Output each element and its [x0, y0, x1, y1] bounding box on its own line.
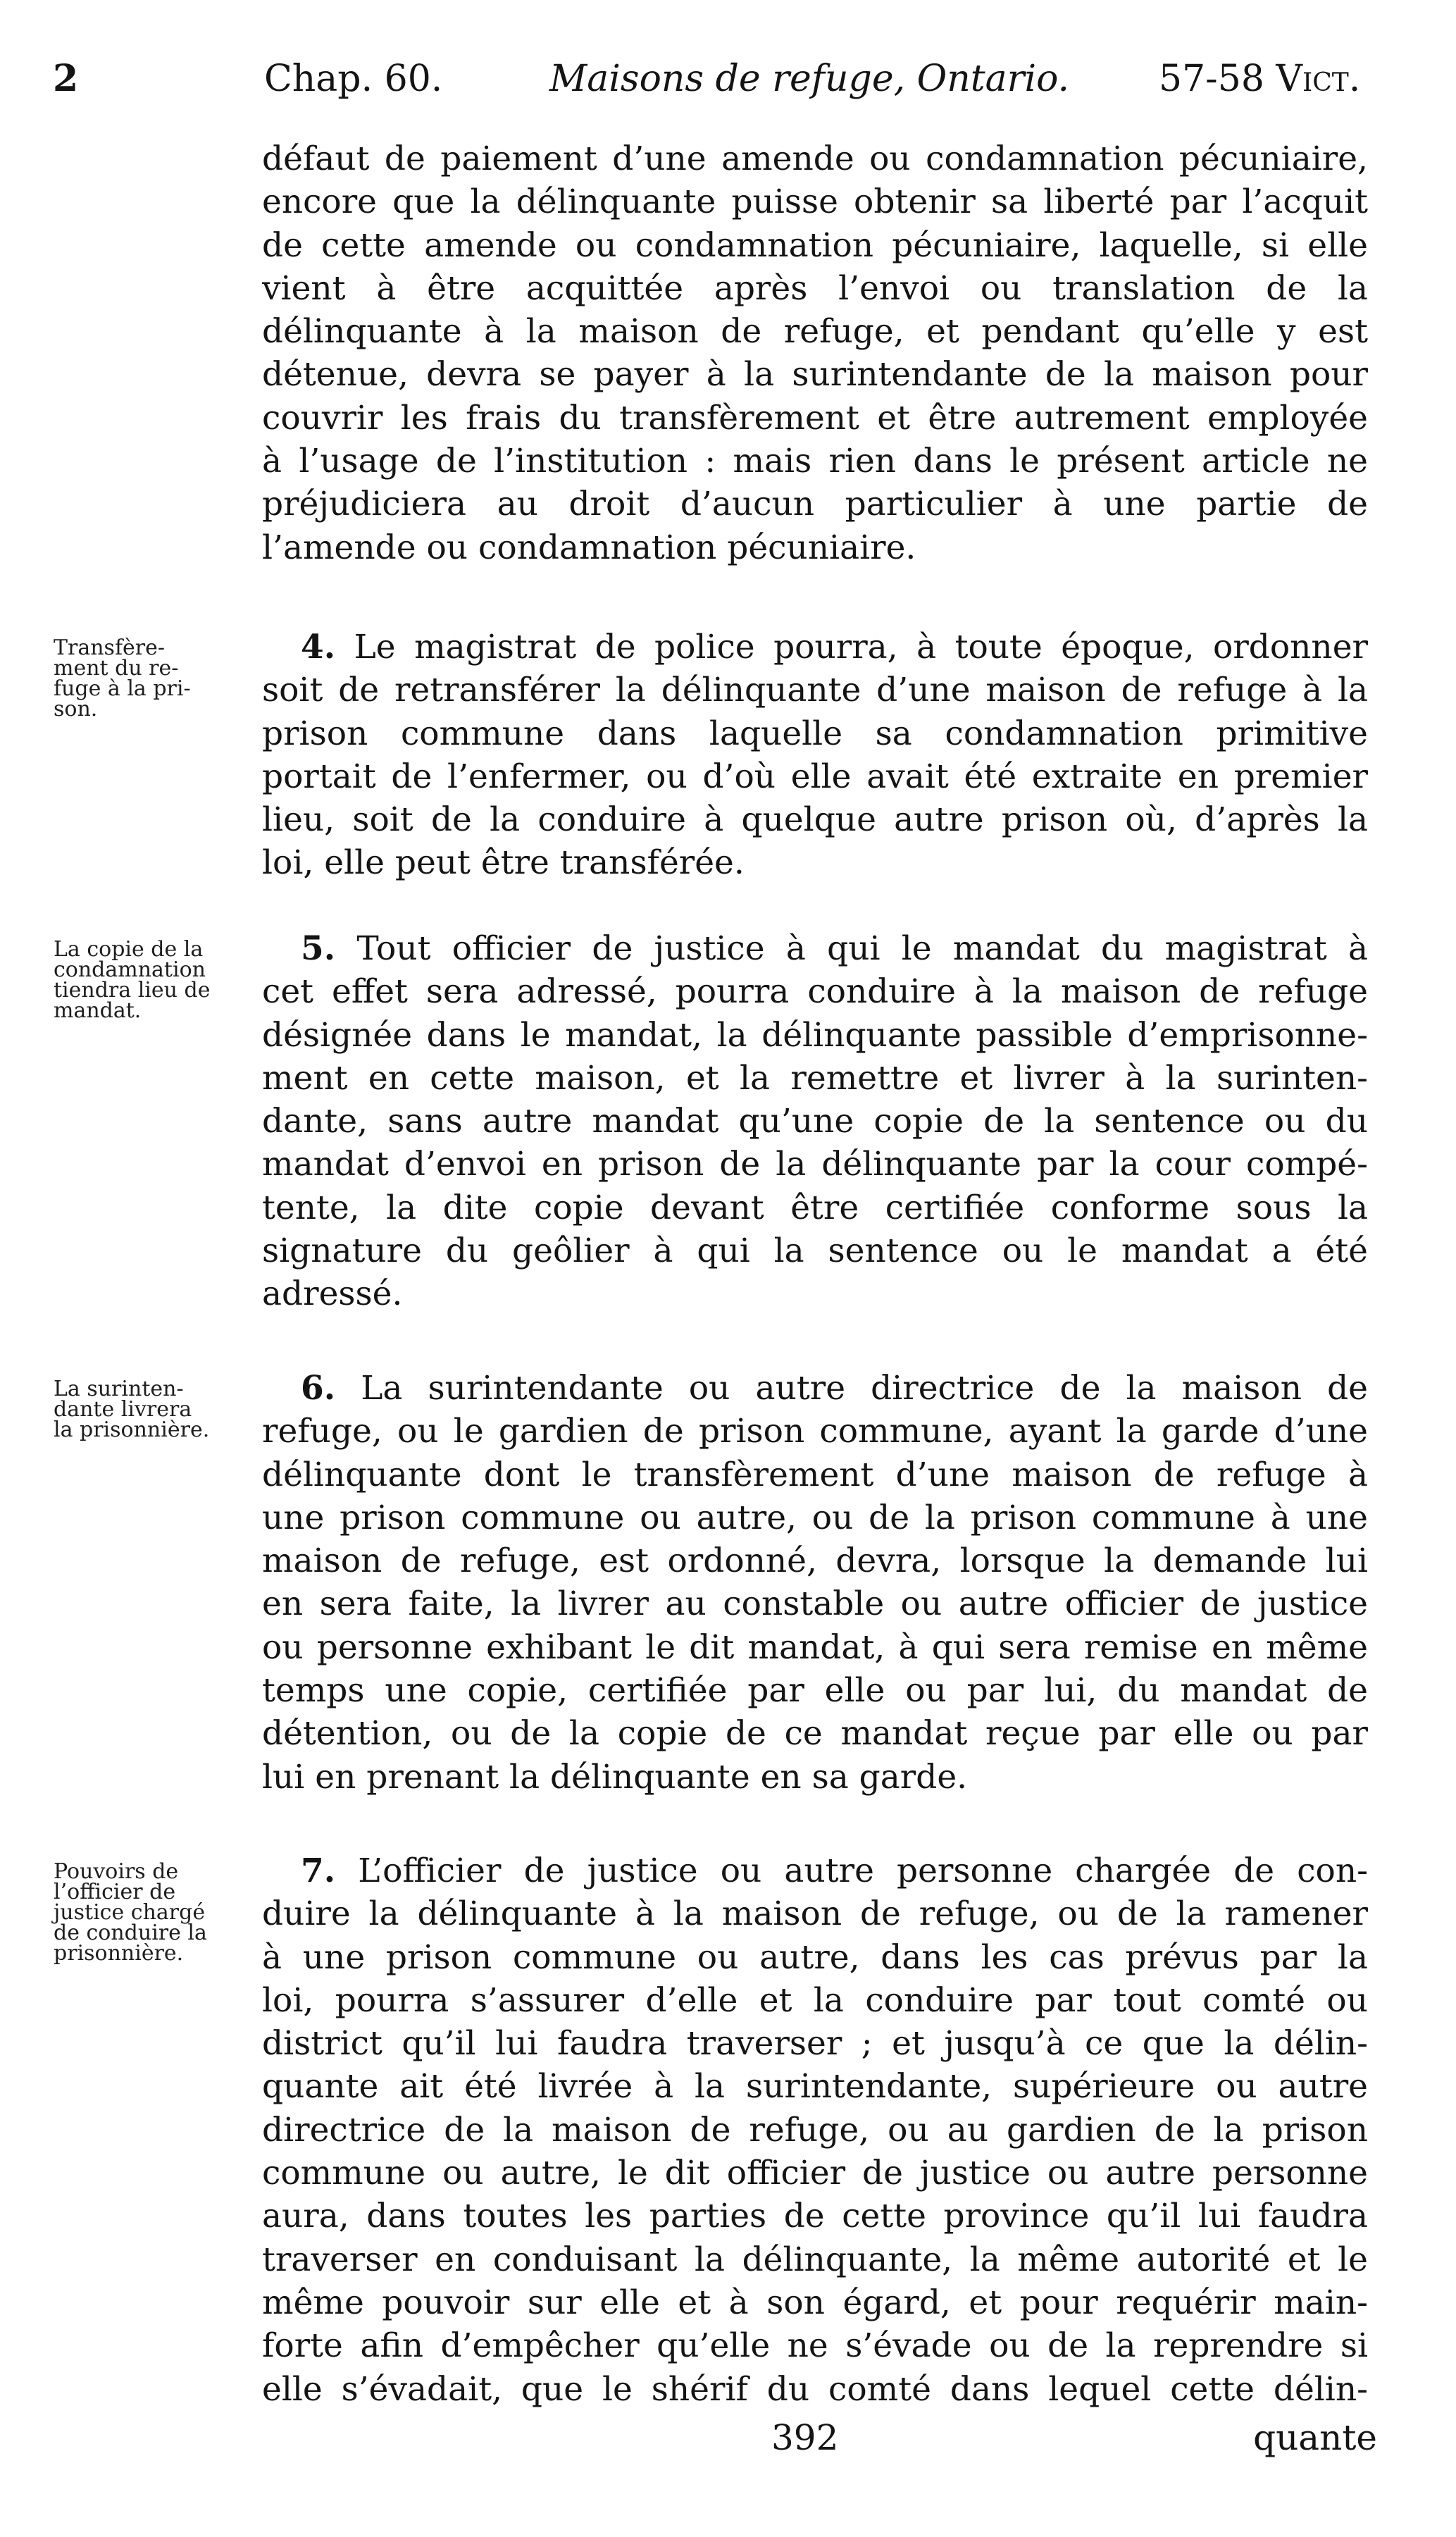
text-line: aura, dans toutes les parties de cette province qu’il lui faudra [262, 2197, 1368, 2236]
text-line: quante ait été livrée à la surintendante, supérieure ou autre [262, 2067, 1368, 2107]
text-line: maison de refuge, est ordonné, devra, lorsque la demande lui [262, 1542, 1368, 1581]
margin-note-section-6: La surinten- dante livrera la prisonnière. [54, 1377, 210, 1442]
text-line: détention, ou de la copie de ce mandat reçue par elle ou par [262, 1714, 1368, 1754]
text-line: signature du geôlier à qui la sentence ou le mandat a été [262, 1232, 1368, 1271]
text-line: même pouvoir sur elle et à son égard, et pour requérir main- [262, 2283, 1368, 2322]
text-line: elle s’évadait, que le shérif du comté dans lequel cette délin- [262, 2369, 1368, 2409]
text-line: ment en cette maison, et la remettre et livrer à la surinten- [262, 1058, 1368, 1098]
text-line: cet effet sera adressé, pourra conduire à la maison de refuge [262, 972, 1368, 1012]
text-line: désignée dans le mandat, la délinquante passible d’emprisonne- [262, 1015, 1368, 1055]
text-line: portait de l’enfermer, ou d’où elle avait été extraite en premier [262, 757, 1368, 796]
chapter-label: Chap. 60. [264, 58, 443, 100]
text-line: encore que la délinquante puisse obtenir sa liberté par l’acquit [262, 182, 1368, 222]
text-line: loi, pourra s’assurer d’elle et la conduire par tout comté ou [262, 1980, 1368, 2020]
running-title: Maisons de refuge, Ontario. [549, 58, 1070, 100]
folio-number: 392 [771, 2417, 839, 2458]
intro-paragraph [262, 137, 1368, 569]
margin-note-section-5: La copie de la condamnation tiendra lieu de mandat. [54, 937, 211, 1023]
text-line: 6. La surintendante ou autre directrice de la maison de [301, 1369, 1368, 1408]
text-line: refuge, ou le gardien de prison commune, ayant la garde d’une [262, 1412, 1368, 1451]
text-line: en sera faite, la livrer au constable ou autre officier de justice [262, 1584, 1368, 1624]
text-line: détenue, devra se payer à la surintendante de la maison pour [262, 355, 1368, 395]
text-line: forte afin d’empêcher qu’elle ne s’évade ou de la reprendre si [262, 2326, 1368, 2366]
margin-note-section-7: Pouvoirs de l’officier de justice chargé de conduire la prisonnière. [54, 1859, 207, 1966]
text-line: couvrir les frais du transfèrement et être autrement employée [262, 398, 1368, 438]
text-line: prison commune dans laquelle sa condamnation primitive [262, 714, 1368, 753]
page-footer [53, 2413, 1377, 2462]
text-line: délinquante à la maison de refuge, et pendant qu’elle y est [262, 312, 1368, 352]
text-line: temps une copie, certifiée par elle ou par lui, du mandat de [262, 1671, 1368, 1711]
text-line: adressé. [262, 1274, 403, 1314]
text-line: mandat d’envoi en prison de la délinquante par la cour compé- [262, 1145, 1368, 1184]
text-line: préjudiciera au droit d’aucun particulier à une partie de [262, 485, 1368, 524]
text-line: lieu, soit de la conduire à quelque autre prison où, d’après la [262, 800, 1368, 840]
section-6 [262, 1367, 1368, 1799]
section-7 [262, 1849, 1368, 2411]
page-number: 2 [53, 57, 79, 100]
text-line: district qu’il lui faudra traverser ; et jusqu’à ce que la délin- [262, 2024, 1368, 2064]
section-number: 7. [301, 1851, 336, 1890]
text-line: 5. Tout officier de justice à qui le mandat du magistrat à [301, 929, 1368, 968]
text-line: vient à être acquittée après l’envoi ou translation de la [262, 268, 1368, 308]
text-line: une prison commune ou autre, ou de la prison commune à une [262, 1498, 1368, 1537]
text-line: 4. Le magistrat de police pourra, à toute époque, ordonner [301, 628, 1368, 666]
text-line: défaut de paiement d’une amende ou condamnation pécuniaire, [262, 139, 1368, 178]
text-line: délinquante dont le transfèrement d’une maison de refuge à [262, 1455, 1368, 1494]
running-header [53, 51, 1377, 107]
text-line: à l’usage de l’institution : mais rien dans le présent article ne [262, 442, 1368, 481]
text-line: dante, sans autre mandat qu’une copie de la sentence ou du [262, 1102, 1368, 1141]
text-line: commune ou autre, le dit officier de justice ou autre personne [262, 2154, 1368, 2193]
text-line: de cette amende ou condamnation pécuniaire, laquelle, si elle [262, 225, 1368, 265]
text-line: duire la délinquante à la maison de refuge, ou de la ramener [262, 1894, 1368, 1934]
section-number: 4. [301, 628, 336, 666]
text-line: loi, elle peut être transférée. [262, 843, 745, 883]
text-line: à une prison commune ou autre, dans les cas prévus par la [262, 1937, 1368, 1977]
text-line: ou personne exhibant le dit mandat, à qui sera remise en même [262, 1627, 1368, 1667]
margin-note-section-4: Transfère- ment du re- fuge à la pri- son. [54, 635, 191, 721]
catchword: quante [1253, 2417, 1377, 2458]
text-line: l’amende ou condamnation pécuniaire. [262, 528, 916, 567]
text-line: directrice de la maison de refuge, ou au gardien de la prison [262, 2110, 1368, 2150]
section-4 [262, 626, 1368, 885]
section-number: 5. [301, 929, 336, 968]
section-5 [262, 927, 1368, 1316]
text-line: tente, la dite copie devant être certifiée conforme sous la [262, 1188, 1368, 1227]
regnal-year: 57-58 Vict. [1159, 58, 1361, 100]
section-number: 6. [301, 1369, 336, 1408]
text-line: soit de retransférer la délinquante d’une maison de refuge à la [262, 671, 1368, 710]
text-line: traverser en conduisant la délinquante, la même autorité et le [262, 2240, 1368, 2279]
text-line: 7. L’officier de justice ou autre personne chargée de con- [301, 1851, 1368, 1890]
text-line: lui en prenant la délinquante en sa garde. [262, 1757, 968, 1797]
